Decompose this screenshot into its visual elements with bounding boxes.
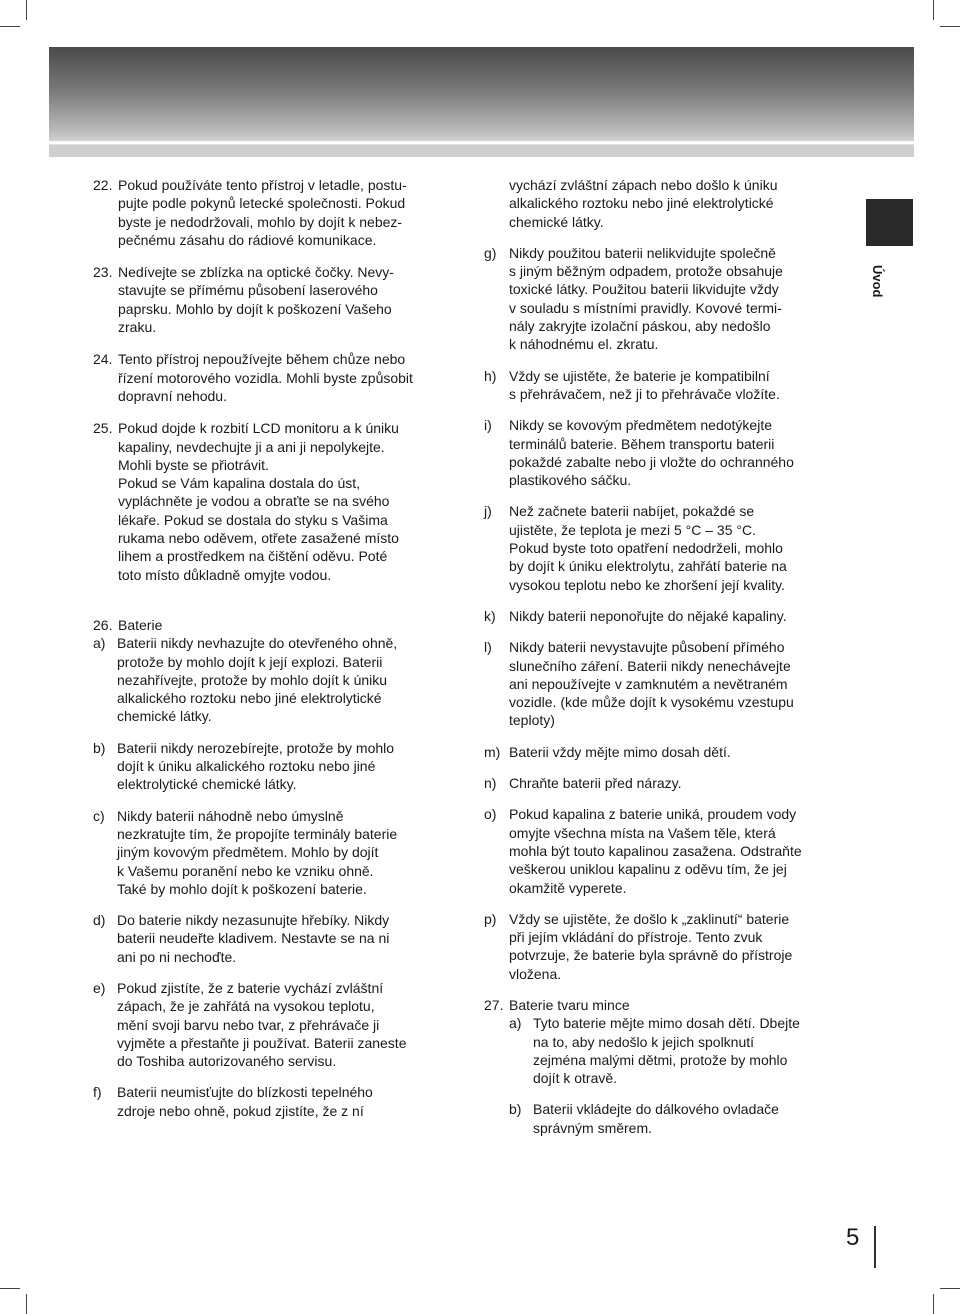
sub-text: Nikdy baterii nevystavujte působení přímého slunečního záření. Baterii nikdy nenechávejte ani nepoužívejte v zamknutém a nevětraném vozidle. (kde může dojít k vysokému vzestupu teploty) (509, 639, 794, 729)
sub-text: Vždy se ujistěte, že baterie je kompatibilní s přehrávačem, než ji to přehrávače vložíte. (509, 367, 780, 402)
item-text: Nedívejte se zblízka na optické čočky. Nevy- stavujte se přímému působení laserového paprsku. Mohlo by dojít k poškození Vašeho zraku. (118, 264, 394, 336)
sub-marker: j) (484, 503, 492, 520)
sub-marker: n) (484, 775, 497, 792)
sub-item (93, 634, 453, 725)
item-text: Pokud dojde k rozbití LCD monitoru a k úniku kapaliny, nevdechujte ji a ani ji nepolykejte. Mohli byste se přiotrávit. Pokud se Vám kapalina dostala do úst, vypláchněte je vodou a obraťte se na svého lékaře. Pokud se dostala do styku s Vašima rukama nebo oděvem, otřete zasažené místo lihem a prostředkem na čištění oděvu. Poté toto místo důkladně omyjte vodou. (118, 420, 399, 583)
sub-marker: d) (93, 912, 106, 929)
list-item (484, 774, 846, 792)
list-item (93, 419, 453, 584)
list-item (484, 502, 846, 593)
sub-marker: p) (484, 910, 497, 927)
sub-marker: e) (93, 979, 106, 996)
sub-text: Pokud zjistíte, že z baterie vychází zvláštní zápach, že je zahřátá na vysokou teplotu, mění svoji barvu nebo tvar, z přehrávače ji vyjměte a přestaňte ji používat. Baterii zaneste do Toshiba autorizovaného servisu. (117, 979, 407, 1070)
section-title: Baterie tvaru mince (509, 996, 630, 1013)
list-item (484, 607, 846, 625)
item-number: 26. (93, 616, 113, 633)
sub-text: Nikdy baterii neponořujte do nějaké kapaliny. (509, 607, 787, 624)
sub-text: Nikdy baterii náhodně nebo úmyslně nezkratujte tím, že propojíte terminály baterie jiným kovovým předmětem. Mohlo by dojít k Vašemu poranění nebo ke vzniku ohně. Také by mohlo dojít k poškození baterie. (117, 807, 398, 897)
section-heading (93, 616, 453, 634)
sub-text: Pokud kapalina z baterie uniká, proudem vody omyjte všechna místa na Vašem těle, která mohla být touto kapalinou zasažena. Odstraňte veškerou uniklou kapalinu z oděvu tím, že jej okamžitě vyperete. (509, 806, 802, 896)
sub-text: Vždy se ujistěte, že došlo k „zaklinutí“ baterie při jejím vkládání do přístroje. Tento zvuk potvrzuje, že baterie byla správně do přístroje vložena. (509, 910, 793, 982)
sub-text: Tyto baterie mějte mimo dosah dětí. Dbejte na to, aby nedošlo k jejich spolknutí zejména malými dětmi, protože by mohlo dojít k otravě. (533, 1015, 800, 1087)
sub-item (93, 739, 453, 794)
item-number: 22. (93, 177, 113, 193)
item-text: Pokud používáte tento přístroj v letadle, postu- pujte podle pokynů letecké společnosti. Pokud byste je nedodržovali, mohlo by dojít k nebez- pečnému zásahu do rádiové komunikace. (118, 177, 407, 248)
sub-marker: b) (93, 739, 106, 756)
crop-mark (0, 1288, 20, 1289)
sub-marker: c) (93, 807, 105, 824)
sub-text: Chraňte baterii před nárazy. (509, 775, 682, 792)
crop-mark (933, 1294, 934, 1314)
crop-mark (0, 26, 20, 27)
sub-marker: a) (509, 1015, 522, 1032)
list-item (484, 910, 846, 983)
continued-text: vychází zvláštní zápach nebo došlo k úniku alkalického roztoku nebo jiné elektrolytické chemické látky. (509, 177, 778, 230)
left-column (93, 176, 453, 1120)
sub-text: Baterii vždy mějte mimo dosah dětí. (509, 743, 731, 760)
sub-marker: i) (484, 417, 492, 434)
sub-item (93, 1083, 453, 1120)
sub-item (93, 979, 453, 1070)
list-item (484, 743, 846, 761)
list-item (93, 263, 453, 336)
battery-section (93, 616, 453, 1120)
sub-text: Nikdy se kovovým předmětem nedotýkejte terminálů baterie. Během transportu baterii pokaždé zabalte nebo ji vložte do ochranného plastikového sáčku. (509, 417, 794, 489)
coin-battery-section (484, 996, 846, 1137)
sub-item (509, 1100, 846, 1137)
sub-text: Baterii nikdy nevhazujte do otevřeného ohně, protože by mohlo dojít k její explozi. Baterii nezahřívejte, protože by mohlo dojít k úniku alkalického roztoku nebo jiné elektrolytické chemické látky. (117, 635, 398, 725)
list-item (484, 638, 846, 729)
item-number: 27. (484, 996, 504, 1013)
section-heading (484, 996, 846, 1014)
sub-item (93, 911, 453, 966)
sub-text: Nikdy použitou baterii nelikvidujte společně s jiným běžným odpadem, protože obsahuje toxické látky. Použitou baterii likvidujte vždy v souladu s místními pravidly. Kovové termi- nály zakryjte izolační páskou, aby nedošlo k náhodnému el. zkratu. (509, 244, 783, 353)
sub-marker: h) (484, 367, 497, 384)
crop-mark (26, 1294, 27, 1314)
sub-marker: k) (484, 607, 496, 624)
crop-mark (940, 26, 960, 27)
section-title: Baterie (118, 616, 163, 633)
sub-marker: f) (93, 1084, 102, 1101)
sub-marker: b) (509, 1101, 522, 1118)
list-item (484, 367, 846, 404)
item-text: Tento přístroj nepoužívejte během chůze nebo řízení motorového vozidla. Mohli byste způsobit dopravní nehodu. (118, 351, 413, 404)
section-tab-marker (866, 199, 913, 246)
sub-text: Než začnete baterii nabíjet, pokaždé se ujistěte, že teplota je mezi 5 °C – 35 °C. Pokud byste toto opatření nedodrželi, mohlo by dojít k úniku elektrolytu, zahřátí baterie na vysokou teplotu nebo ke zhoršení její kvality. (509, 503, 787, 593)
page-number-rule (874, 1226, 876, 1268)
header-band (49, 47, 914, 157)
item-number: 24. (93, 351, 113, 368)
section-tab (862, 260, 892, 300)
list-item (484, 805, 846, 896)
list-item (484, 244, 846, 354)
crop-mark (26, 0, 27, 20)
sub-text: Baterii vkládejte do dálkového ovladače správným směrem. (533, 1101, 779, 1136)
sub-marker: m) (484, 743, 501, 760)
sub-item (93, 807, 453, 898)
item-number: 23. (93, 264, 113, 281)
sub-marker: l) (484, 639, 492, 656)
sub-text: Do baterie nikdy nezasunujte hřebíky. Nikdy baterii neudeřte kladivem. Nestavte se na ni ani po ni nechoďte. (117, 912, 390, 965)
item-number: 25. (93, 420, 113, 437)
sub-text: Baterii nikdy nerozebírejte, protože by mohlo dojít k úniku alkalického roztoku nebo jiné elektrolytické chemické látky. (117, 739, 395, 793)
page-number: 5 (846, 1224, 860, 1251)
crop-mark (940, 1288, 960, 1289)
sub-marker: a) (93, 635, 106, 652)
sub-marker: o) (484, 806, 497, 823)
sub-text: Baterii neumisťujte do blízkosti tepelného zdroje nebo ohně, pokud zjistíte, že z ní (117, 1084, 373, 1119)
sub-item (509, 1014, 846, 1087)
right-column (484, 176, 846, 1137)
section-tab-label: Úvod (870, 265, 885, 298)
crop-mark (933, 0, 934, 20)
list-item (93, 350, 453, 405)
sub-marker: g) (484, 244, 497, 261)
list-item (484, 416, 846, 489)
list-item (93, 176, 453, 249)
